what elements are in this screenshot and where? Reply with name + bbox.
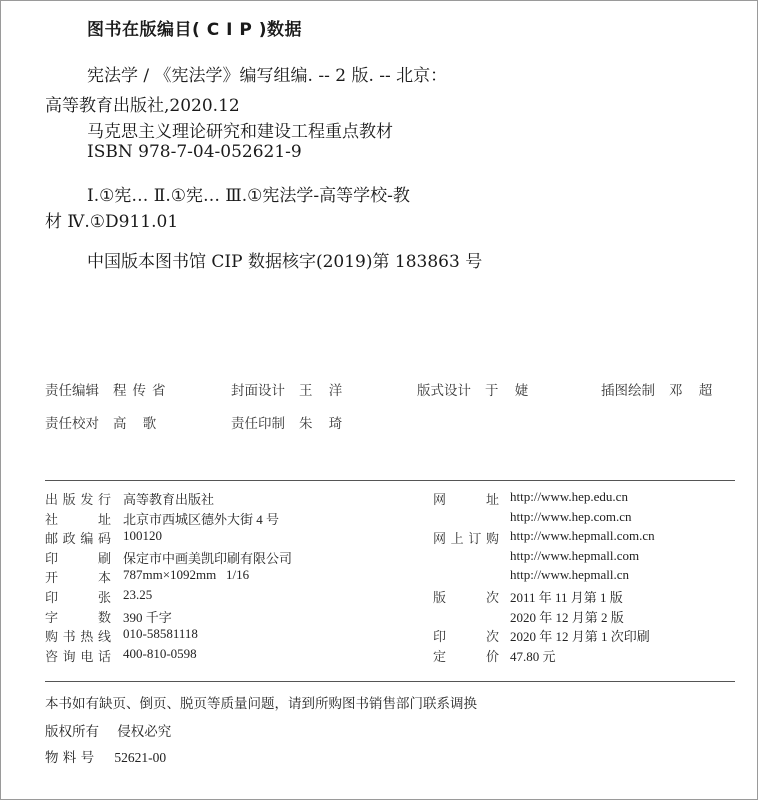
info-value: http://www.hep.edu.cn <box>510 489 628 504</box>
credit-cover-design <box>231 379 348 399</box>
info-label-char: 刷 <box>97 551 111 567</box>
info-label-char: 数 <box>97 610 111 626</box>
info-label-char: 购 <box>485 532 499 548</box>
info-label-char: 邮 <box>45 532 59 548</box>
cip-classification-1: Ⅰ.①宪… Ⅱ.①宪… Ⅲ.①宪法学-高等学校-教 <box>87 186 410 206</box>
info-value: 2020 年 12 月第 2 版 <box>510 609 624 625</box>
credit-label: 责任校对 <box>45 416 99 432</box>
credit-proofreader <box>45 412 162 432</box>
info-label-char: 话 <box>97 649 111 665</box>
cip-title: 图书在版编目( C I P )数据 <box>87 20 302 40</box>
divider-top <box>45 480 735 481</box>
info-label-char: 开 <box>45 571 59 587</box>
info-label <box>433 587 499 606</box>
info-label-char: 社 <box>45 512 59 528</box>
info-label <box>45 509 111 528</box>
info-label <box>45 567 111 586</box>
info-label-char: 咨 <box>45 649 59 665</box>
material-label: 物 料 号 <box>45 750 95 766</box>
quality-notice: 本书如有缺页、倒页、脱页等质量问题，请到所购图书销售部门联系调换 <box>45 696 477 712</box>
info-label <box>45 646 111 665</box>
info-value: http://www.hepmall.com.cn <box>510 528 655 544</box>
info-value: http://www.hepmall.com <box>510 547 640 563</box>
info-value: 390 千字 <box>123 609 172 625</box>
info-label <box>45 548 111 567</box>
info-value: 47.80 元 <box>510 648 556 664</box>
material-number-line <box>45 746 166 766</box>
info-label-char: 码 <box>97 532 111 548</box>
info-value: 100120 <box>123 528 162 544</box>
info-label-char: 热 <box>80 630 94 646</box>
copyright-value: 侵权必究 <box>117 724 172 740</box>
info-label-char: 版 <box>433 591 447 606</box>
credit-value: 邓 超 <box>669 383 719 399</box>
info-label <box>433 646 499 665</box>
info-label-char: 上 <box>450 532 464 548</box>
copyright-line <box>45 720 171 740</box>
info-label-char: 张 <box>97 591 111 606</box>
info-label-char: 政 <box>62 532 76 548</box>
credit-value: 程传省 <box>113 383 172 399</box>
info-label-char: 本 <box>97 571 111 587</box>
info-label-char: 次 <box>485 630 499 646</box>
info-label-char: 询 <box>62 649 76 665</box>
credit-label: 责任印制 <box>231 416 285 432</box>
info-label-char: 电 <box>80 649 94 665</box>
credit-printing-supervisor <box>231 412 348 432</box>
info-value: 北京市西城区德外大街 4 号 <box>123 511 280 527</box>
info-value: 010-58581118 <box>123 626 198 642</box>
info-value: 2020 年 12 月第 1 次印刷 <box>510 629 650 645</box>
info-label-char: 印 <box>45 551 59 567</box>
info-label-char: 行 <box>97 493 111 508</box>
info-label-char: 编 <box>80 532 94 548</box>
info-label <box>45 587 111 606</box>
info-label-char: 定 <box>433 649 447 665</box>
info-label-char: 购 <box>45 630 59 646</box>
info-label-char: 书 <box>62 630 76 646</box>
cip-line-1: 宪法学 / 《宪法学》编写组编. -- 2 版. -- 北京： <box>87 66 448 86</box>
info-label-char: 线 <box>97 630 111 646</box>
credit-value: 高 歌 <box>113 416 163 432</box>
credit-editor <box>45 379 172 399</box>
copyright-label: 版权所有 <box>45 724 99 740</box>
info-label-char: 印 <box>45 591 59 606</box>
credit-value: 王 洋 <box>299 383 349 399</box>
credit-value: 于 婕 <box>485 383 535 399</box>
divider-bottom <box>45 681 735 682</box>
info-label <box>45 489 111 508</box>
info-value: 高等教育出版社 <box>123 492 215 507</box>
info-label <box>45 528 111 547</box>
cip-line-2: 高等教育出版社,2020.12 <box>45 96 240 116</box>
info-value: 23.25 <box>123 587 153 602</box>
credit-label: 版式设计 <box>417 383 471 399</box>
credit-label: 封面设计 <box>231 383 285 399</box>
info-label-char: 版 <box>62 493 76 508</box>
info-label-char: 发 <box>80 493 94 508</box>
info-label-char: 网 <box>433 532 447 548</box>
info-label <box>433 626 499 645</box>
info-label-char: 价 <box>485 649 499 665</box>
info-label-char: 址 <box>485 493 499 508</box>
info-value: 2011 年 11 月第 1 版 <box>510 590 623 605</box>
cip-isbn: ISBN 978-7-04-052621-9 <box>87 142 302 162</box>
info-label-char: 订 <box>468 532 482 548</box>
info-value: 400-810-0598 <box>123 645 197 661</box>
info-label-char: 网 <box>433 493 447 508</box>
info-value: 787mm×1092mm 1/16 <box>123 567 250 583</box>
info-value: 保定市中画美凯印刷有限公司 <box>123 550 293 566</box>
info-value: http://www.hep.com.cn <box>510 508 632 524</box>
info-label <box>433 528 499 547</box>
info-label-char: 字 <box>45 610 59 626</box>
info-label-char: 出 <box>45 493 59 508</box>
credit-value: 朱 琦 <box>299 416 349 432</box>
info-label-char: 次 <box>485 591 499 606</box>
info-label <box>433 489 499 508</box>
credit-layout-design <box>417 379 534 399</box>
cip-record-number: 中国版本图书馆 CIP 数据核字(2019)第 183863 号 <box>87 252 483 272</box>
info-label-char: 址 <box>97 512 111 528</box>
cip-classification-2: 材 Ⅳ.①D911.01 <box>45 212 179 232</box>
cip-line-3: 马克思主义理论研究和建设工程重点教材 <box>87 122 393 142</box>
material-value: 52621-00 <box>114 750 167 765</box>
info-label <box>45 607 111 626</box>
info-label <box>45 626 111 645</box>
credit-illustration <box>601 379 718 399</box>
info-value: http://www.hepmall.cn <box>510 567 630 583</box>
info-label-char: 印 <box>433 630 447 646</box>
credit-label: 责任编辑 <box>45 383 99 399</box>
credit-label: 插图绘制 <box>601 383 655 399</box>
